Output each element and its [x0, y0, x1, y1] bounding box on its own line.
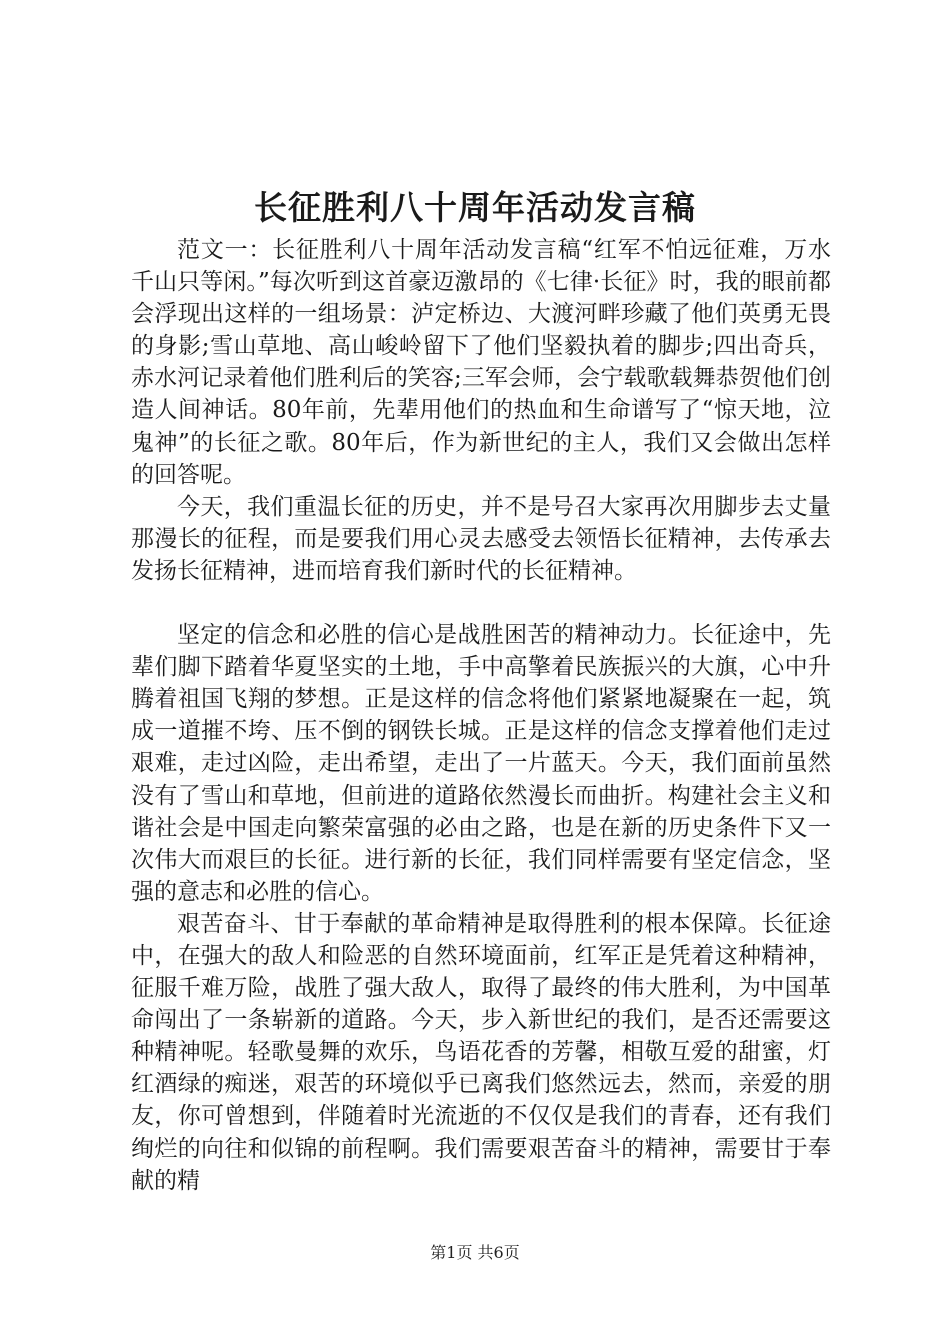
page-footer: 第1页 共6页 — [430, 1243, 520, 1262]
paragraph-gap — [131, 587, 831, 619]
document-title: 长征胜利八十周年活动发言稿 — [254, 188, 696, 227]
paragraph-2: 今天，我们重温长征的历史，并不是号召大家再次用脚步去丈量那漫长的征程，而是要我们用心灵去感受去领悟长征精神，去传承去发扬长征精神，进而培育我们新时代的长征精神。 — [131, 493, 831, 584]
paragraph-4: 艰苦奋斗、甘于奉献的革命精神是取得胜利的根本保障。长征途中，在强大的敌人和险恶的自然环境面前，红军正是凭着这种精神，征服千难万险，战胜了强大敌人，取得了最终的伟大胜利，为中国革命闯出了一条崭新的道路。今天，步入新世纪的我们，是否还需要这种精神呢。轻歌曼舞的欢乐，鸟语花香的芳馨，相敬互爱的甜蜜，灯红酒绿的痴迷，艰苦的环境似乎已离我们悠然远去，然而，亲爱的朋友，你可曾想到，伴随着时光流逝的不仅仅是我们的青春，还有我们绚烂的向往和似锦的前程啊。我们需要艰苦奋斗的精神，需要甘于奉献的精 — [131, 910, 831, 1194]
paragraph-3: 坚定的信念和必胜的信心是战胜困苦的精神动力。长征途中，先辈们脚下踏着华夏坚实的土地，手中高擎着民族振兴的大旗，心中升腾着祖国飞翔的梦想。正是这样的信念将他们紧紧地凝聚在一起，筑成一道摧不垮、压不倒的钢铁长城。正是这样的信念支撑着他们走过艰难，走过凶险，走出希望，走出了一片蓝天。今天，我们面前虽然没有了雪山和草地，但前进的道路依然漫长而曲折。构建社会主义和谐社会是中国走向繁荣富强的必由之路，也是在新的历史条件下又一次伟大而艰巨的长征。进行新的长征，我们同样需要有坚定信念，坚强的意志和必胜的信心。 — [131, 622, 831, 905]
document-body — [131, 234, 831, 1197]
paragraph-1: 范文一：长征胜利八十周年活动发言稿“红军不怕远征难，万水千山只等闲。”每次听到这首豪迈激昂的《七律·长征》时，我的眼前都会浮现出这样的一组场景：泸定桥边、大渡河畔珍藏了他们英勇无畏的身影;雪山草地、高山峻岭留下了他们坚毅执着的脚步;四出奇兵，赤水河记录着他们胜利后的笑容;三军会师，会宁载歌载舞恭贺他们创造人间神话。80年前，先辈用他们的热血和生命谱写了“惊天地，泣鬼神”的长征之歌。80年后，作为新世纪的主人，我们又会做出怎样的回答呢。 — [131, 237, 831, 488]
